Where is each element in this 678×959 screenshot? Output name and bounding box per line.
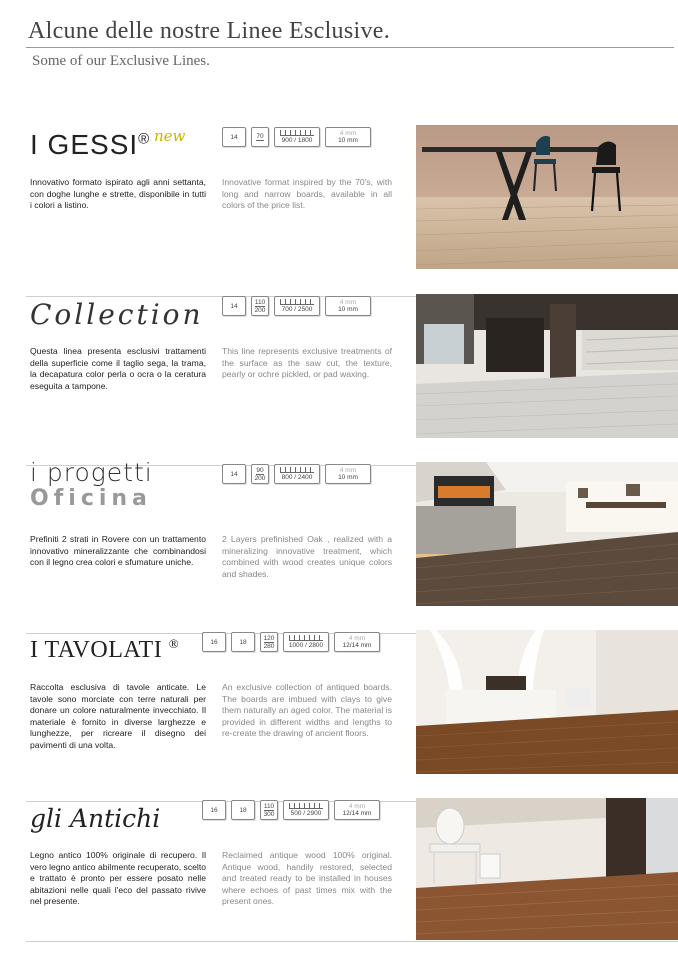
line-section-tavolati [26,632,678,802]
wear-layer-spec: 4 mm 10 mm [325,464,371,484]
length-spec: 700 / 2500 [274,296,320,316]
thickness-spec-alt: 18 [231,800,255,820]
description-en: Innovative format inspired by the 70's, with long and narrow boards, available in all colors of the price list. [222,177,392,211]
spec-icons [222,296,371,318]
wear-layer-spec: 4 mm 12/14 mm [334,632,380,652]
room-photo [416,462,678,606]
new-badge: new [154,127,186,145]
line-logo: I GESSI® [30,129,151,160]
line-logo: Collection [30,298,204,331]
line-logo: I TAVOLATI ® [30,636,180,663]
section-divider [26,941,678,942]
description-en: Reclaimed antique wood 100% original. Antique wood, handily restored, selected and treated ready to be installed in houses where echoes of past times mix with the present ones. [222,850,392,907]
line-section-gessi [26,127,678,297]
line-section-collection [26,296,678,466]
description-it: Questa linea presenta esclusivi trattamenti della superficie come il taglio sega, la trama, la decapatura color perla o ocra o la ceratura eseguita a tampone. [30,346,206,391]
description-en: An exclusive collection of antiqued boards. The boards are imbued with clays to give them naturally an aged color. The material is provided in different widths and lengths to re-create the drawing of ancient floors. [222,682,392,739]
width-spec: 70 [251,127,269,147]
room-photo [416,630,678,774]
width-spec: 120 280 [260,632,278,652]
description-it: Prefiniti 2 strati in Rovere con un trattamento innovativo mineralizzante che combinandosi con il legno crea colori e sfumature uniche. [30,534,206,568]
length-spec: 900 / 1800 [274,127,320,147]
description-it: Innovativo formato ispirato agli anni settanta, con doghe lunghe e strette, disponibile in tutti i colori a listino. [30,177,206,211]
room-photo [416,125,678,269]
thickness-spec: 16 [202,632,226,652]
line-logo-subtitle: Oficina [30,486,152,511]
room-photo [416,294,678,438]
width-spec: 90 200 [251,464,269,484]
description-en: 2 Layers prefinished Oak , realized with a mineralizing innovative treatment, which combined with wood creates unique colors and shades. [222,534,392,579]
length-spec: 500 / 2900 [283,800,329,820]
width-spec: 110 200 [251,296,269,316]
wear-layer-spec: 4 mm 12/14 mm [334,800,380,820]
room-photo [416,798,678,942]
spec-icons [202,632,380,654]
line-section-oficina [26,458,678,634]
thickness-spec: 14 [222,296,246,316]
description-it: Legno antico 100% originale di recupero. Il vero legno antico abilmente recuperato, scelto e trattato è pronto per essere posato nelle abitazioni nelle quali l'eco del passato rivive nel presente. [30,850,206,907]
line-section-antichi [26,800,678,942]
spec-icons [222,464,371,486]
line-logo: i progetti [30,458,153,487]
spec-icons [222,127,371,149]
width-spec: 110 300 [260,800,278,820]
page-title: Alcune delle nostre Linee Esclusive. [28,18,391,44]
thickness-spec-alt: 18 [231,632,255,652]
length-spec: 800 / 2400 [274,464,320,484]
length-spec: 1000 / 2800 [283,632,329,652]
page-subtitle: Some of our Exclusive Lines. [32,53,210,69]
spec-icons [202,800,380,822]
title-divider [26,47,674,48]
description-en: This line represents exclusive treatments of the surface as the saw cut, the texture, pearly or ochre pickled, or pad waxing. [222,346,392,380]
line-logo: gli Antichi [30,804,161,833]
thickness-spec: 16 [202,800,226,820]
wear-layer-spec: 4 mm 10 mm [325,296,371,316]
thickness-spec: 14 [222,127,246,147]
description-it: Raccolta esclusiva di tavole anticate. Le tavole sono morciate con terre naturali per donare un colore naturalmente invecchiato. Il materiale è fornito in diverse larghezze e lunghezze, per ricreare il disegno dei pavimenti di una volta. [30,682,206,750]
thickness-spec: 14 [222,464,246,484]
wear-layer-spec: 4 mm 10 mm [325,127,371,147]
